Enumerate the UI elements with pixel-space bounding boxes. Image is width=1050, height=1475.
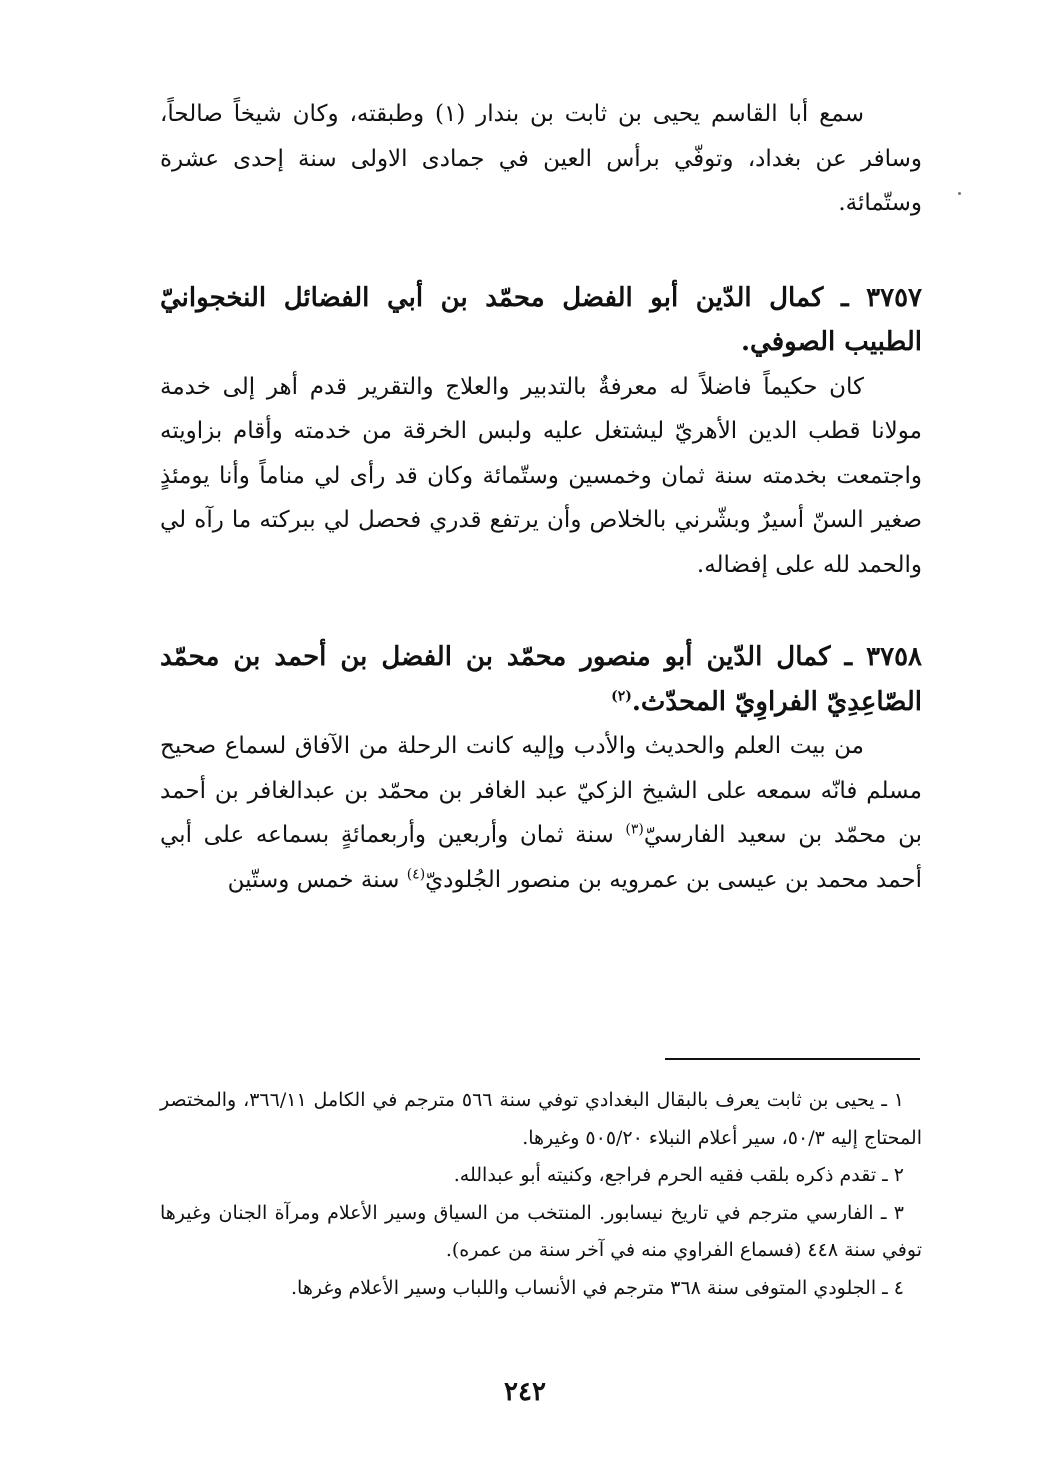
margin-mark bbox=[958, 192, 961, 195]
entry-3758-heading-text: ٣٧٥٨ ـ كمال الدّين أبو منصور محمّد بن الفضل بن أحمد بن محمّد الصّاعِدِيّ الفراوِيّ المحدّث. bbox=[160, 642, 922, 717]
footnote-2: ٢ ـ تقدم ذكره بلقب فقيه الحرم فراجع، وكنيته أبو عبدالله. bbox=[453, 1164, 904, 1186]
entry-3758-heading bbox=[160, 635, 922, 724]
footnote-4: ٤ ـ الجلودي المتوفى سنة ٣٦٨ مترجم في الأنساب واللباب وسير الأعلام وغرها. bbox=[290, 1276, 904, 1299]
footnote-3: ٣ ـ الفارسي مترجم في تاريخ نيسابور. المنتخب من السياق وسير الأعلام ومرآة الجنان وغيرها توفي سنة ٤٤٨ (فسماع الفراوي منه في آخر سنة من عمره). bbox=[160, 1201, 922, 1261]
spacer bbox=[160, 587, 922, 635]
entry-3758-body bbox=[160, 724, 922, 902]
main-text bbox=[160, 92, 922, 902]
entry-3758-body-part2: سنة ثمان وأربعين وأربعمائةٍ بسماعه على أبي أحمد محمد بن عيسى بن عمرويه بن منصور الجُلوديّ bbox=[160, 822, 922, 893]
footnote-ref-4: (٤) bbox=[406, 865, 426, 882]
footnote-divider bbox=[665, 1058, 920, 1060]
entry-intro-paragraph: سمع أبا القاسم يحيى بن ثابت بن بندار (١) وطبقته، وكان شيخاً صالحاً، وسافر عن بغداد، وتوفّي برأس العين في جمادى الاولى سنة إحدى عشرة وستّمائة. bbox=[160, 101, 922, 216]
entry-3757-body: كان حكيماً فاضلاً له معرفةٌ بالتدبير والعلاج والتقرير قدم أهر إلى خدمة مولانا قطب الدين الأهريّ ليشتغل عليه ولبس الخرقة من خدمته وأقام بزاويته واجتمعت بخدمته سنة ثمان وخمسين وستّمائة وكان قد رأى لي مناماً وأنا يومئذٍ صغير السنّ أسيرٌ وبشّرني بالخلاص وأن يرتفع قدري فحصل لي ببركته ما رآه لي والحمد لله على إفضاله. bbox=[160, 373, 922, 578]
footnote-1: ١ ـ يحيى بن ثابت يعرف بالبقال البغدادي توفي سنة ٥٦٦ مترجم في الكامل ٣٦٦/١١، والمختصر المحتاج إليه ٥٠/٣، سير أعلام النبلاء ٥٠٥/٢٠ وغيرها. bbox=[160, 1089, 922, 1149]
spacer bbox=[160, 226, 922, 276]
entry-3758-body-part3: سنة خمس وستّين bbox=[227, 866, 407, 893]
footnotes bbox=[160, 1082, 922, 1307]
entry-3757-heading: ٣٧٥٧ ـ كمال الدّين أبو الفضل محمّد بن أبي الفضائل النخجوانيّ الطبيب الصوفي. bbox=[160, 282, 922, 357]
footnote-ref-2: (٢) bbox=[611, 687, 632, 704]
page-number: ٢٤٢ bbox=[504, 1377, 546, 1407]
entry-3758-body-part1: من بيت العلم والحديث والأدب وإليه كانت الرحلة من الآفاق لسماع صحيح مسلم فانّه سمعه على الشيخ الزكيّ عبد الغافر بن محمّد بن عبدالغافر بن أحمد بن محمّد بن سعيد الفارسيّ bbox=[160, 733, 922, 848]
footnote-ref-3: (٣) bbox=[625, 821, 644, 838]
